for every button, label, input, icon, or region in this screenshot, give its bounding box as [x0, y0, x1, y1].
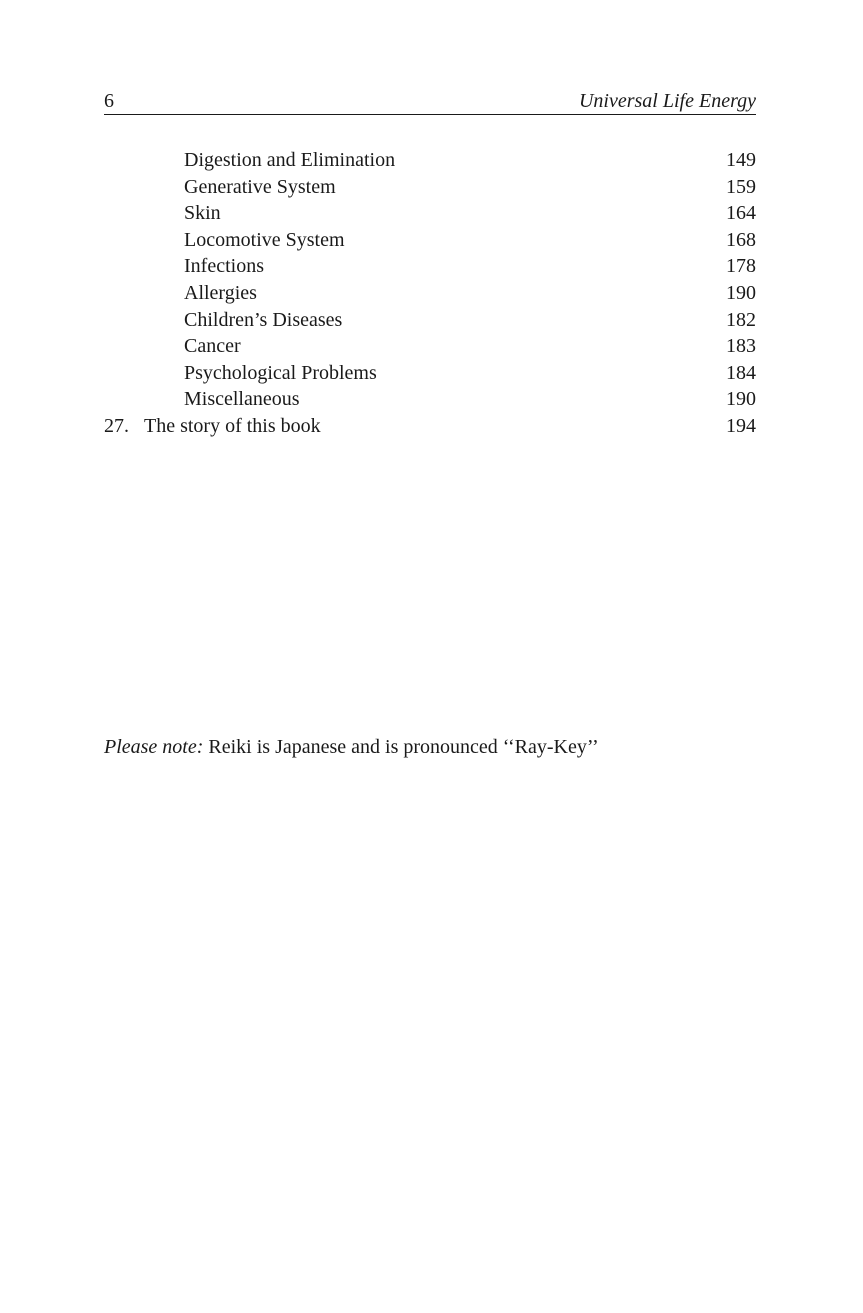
toc-entry-page: 168	[726, 228, 756, 251]
toc-entry-page: 190	[726, 281, 756, 304]
toc-entry-generative	[104, 174, 756, 201]
note-label: Please note:	[104, 736, 204, 758]
table-of-contents	[104, 147, 756, 440]
running-head	[104, 88, 756, 115]
toc-entry-psychological	[104, 360, 756, 387]
toc-entry-locomotive	[104, 227, 756, 254]
toc-entry-chapter-27	[104, 413, 756, 440]
note-text: Reiki is Japanese and is pronounced ‘‘Ray-Key’’	[203, 736, 599, 758]
toc-entry-page: 182	[726, 308, 756, 331]
running-title: Universal Life Energy	[578, 90, 756, 112]
toc-entry-title: Locomotive System	[184, 228, 345, 251]
toc-entry-title: Miscellaneous	[184, 388, 300, 411]
toc-entry-title: Skin	[184, 202, 221, 225]
toc-entry-allergies	[104, 280, 756, 307]
toc-entry-title: The story of this book	[144, 414, 321, 437]
page-number: 6	[104, 90, 114, 112]
toc-entry-title: Psychological Problems	[184, 361, 377, 384]
toc-entry-cancer	[104, 333, 756, 360]
toc-entry-page: 184	[726, 361, 756, 384]
toc-entry-page: 194	[726, 414, 756, 437]
toc-entry-page: 159	[726, 175, 756, 198]
toc-entry-title: Infections	[184, 255, 264, 278]
toc-entry-skin	[104, 200, 756, 227]
toc-entry-page: 183	[726, 335, 756, 358]
toc-chapter-number: 27.	[104, 414, 129, 437]
toc-entry-digestion	[104, 147, 756, 174]
toc-entry-page: 178	[726, 255, 756, 278]
toc-entry-page: 190	[726, 388, 756, 411]
toc-entry-childrens-diseases	[104, 307, 756, 334]
toc-entry-title: Generative System	[184, 175, 336, 198]
toc-entry-title: Children’s Diseases	[184, 308, 343, 331]
toc-entry-title: Allergies	[184, 281, 257, 304]
toc-entry-page: 149	[726, 149, 756, 171]
toc-entry-page: 164	[726, 202, 756, 225]
pronunciation-note	[104, 734, 756, 760]
toc-entry-title: Cancer	[184, 335, 241, 358]
toc-entry-miscellaneous	[104, 386, 756, 413]
toc-entry-infections	[104, 253, 756, 280]
toc-entry-title: Digestion and Elimination	[184, 149, 396, 171]
